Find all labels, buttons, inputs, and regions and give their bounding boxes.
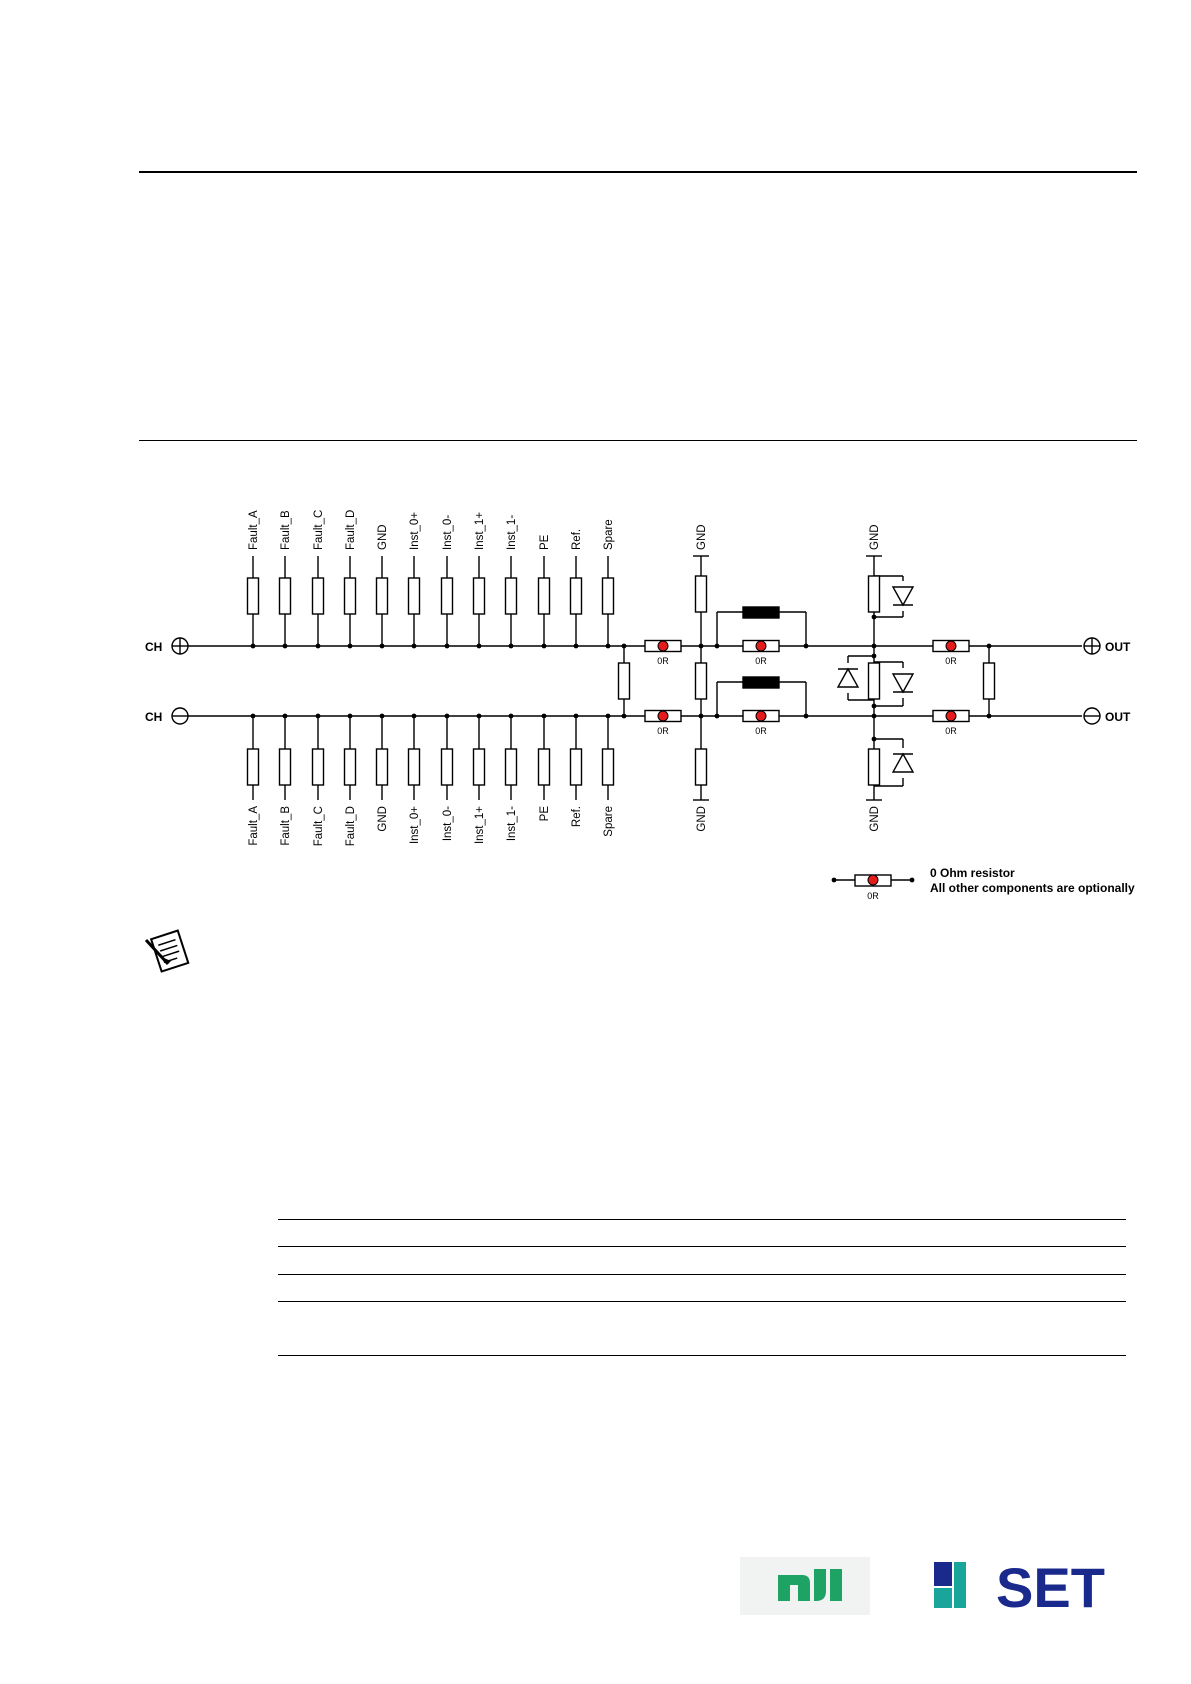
zero-ohm-marker — [658, 711, 668, 721]
zero-ohm-resistor — [743, 641, 779, 652]
note-icon — [142, 928, 198, 976]
junction-dot — [872, 737, 877, 742]
top-signal-label: PE — [539, 534, 551, 550]
ch-label-bottom: CH — [145, 710, 163, 724]
legend-symbol-label: 0R — [867, 891, 879, 901]
diode — [838, 669, 858, 687]
zero-ohm-marker — [756, 711, 766, 721]
bottom-signal-label: Inst_0- — [442, 806, 454, 842]
table-rule-4 — [278, 1301, 1126, 1302]
set-logo-text: SET — [996, 1562, 1105, 1612]
junction-dot — [477, 644, 482, 649]
table-rule-1 — [278, 1219, 1126, 1220]
zero-ohm-label: 0R — [755, 726, 767, 736]
junction-dot — [699, 644, 704, 649]
table-rule-5 — [278, 1355, 1126, 1356]
gnd-resistor-top — [869, 576, 880, 612]
bottom-signal-label: GND — [377, 806, 389, 832]
junction-dot — [251, 644, 256, 649]
gnd-label: GND — [869, 524, 881, 550]
ni-logo — [740, 1557, 870, 1615]
signal-resistor-bottom — [474, 749, 485, 785]
signal-resistor-bottom — [377, 749, 388, 785]
signal-resistor-bottom — [506, 749, 517, 785]
diode-body — [893, 674, 913, 692]
junction-dot — [872, 615, 877, 620]
junction-dot — [445, 714, 450, 719]
junction-dot — [622, 644, 627, 649]
top-signal-label: Ref. — [571, 528, 583, 550]
zero-ohm-resistor — [743, 711, 779, 722]
ch-label-top: CH — [145, 640, 163, 654]
top-signal-label: Fault_A — [248, 510, 260, 550]
out-plus-terminal — [1084, 638, 1100, 654]
junction-dot — [574, 644, 579, 649]
bottom-signal-label: Inst_0+ — [409, 806, 421, 845]
gnd-resistor-bottom — [869, 749, 880, 785]
junction-dot — [251, 714, 256, 719]
signal-resistor-top — [474, 578, 485, 614]
diode — [893, 587, 913, 605]
ch-minus-terminal — [172, 708, 188, 724]
junction-dot — [715, 644, 720, 649]
junction-dot — [832, 878, 837, 883]
signal-resistor-bottom — [345, 749, 356, 785]
signal-resistor-bottom — [442, 749, 453, 785]
junction-dot — [542, 644, 547, 649]
top-signal-label: Inst_1+ — [474, 511, 486, 550]
junction-dot — [715, 714, 720, 719]
top-signal-label: GND — [377, 524, 389, 550]
gnd-label: GND — [696, 524, 708, 550]
bottom-signal-label: Fault_A — [248, 806, 260, 846]
top-signal-label: Fault_B — [280, 510, 292, 550]
junction-dot — [606, 644, 611, 649]
junction-dot — [542, 714, 547, 719]
diode-body — [893, 587, 913, 605]
zero-ohm-marker — [946, 641, 956, 651]
inductor — [743, 677, 779, 688]
out-label-top: OUT — [1105, 640, 1131, 654]
zero-ohm-marker — [756, 641, 766, 651]
zero-ohm-resistor — [645, 711, 681, 722]
signal-resistor-top — [442, 578, 453, 614]
zero-ohm-marker — [868, 875, 878, 885]
junction-dot — [283, 714, 288, 719]
bottom-signal-label: Ref. — [571, 806, 583, 828]
cross-resistor — [619, 663, 630, 699]
diode-body — [893, 754, 913, 772]
junction-dot — [987, 644, 992, 649]
bottom-signal-label: Fault_C — [313, 806, 325, 847]
zero-ohm-marker — [658, 641, 668, 651]
signal-resistor-bottom — [248, 749, 259, 785]
zero-ohm-resistor — [645, 641, 681, 652]
set-logo — [934, 1562, 1114, 1612]
junction-dot — [699, 714, 704, 719]
signal-resistor-bottom — [539, 749, 550, 785]
ch-plus-terminal — [172, 638, 188, 654]
junction-dot — [622, 714, 627, 719]
signal-resistor-top — [248, 578, 259, 614]
zero-ohm-resistor — [933, 711, 969, 722]
legend-zero-ohm-symbol — [855, 875, 891, 886]
junction-dot — [412, 644, 417, 649]
junction-dot — [804, 644, 809, 649]
junction-dot — [509, 644, 514, 649]
junction-dot — [987, 714, 992, 719]
junction-dot — [348, 644, 353, 649]
mid-resistor — [696, 663, 707, 699]
table-rule-2 — [278, 1246, 1126, 1247]
junction-dot — [316, 644, 321, 649]
junction-dot — [872, 714, 877, 719]
bottom-signal-label: Inst_1- — [506, 806, 518, 842]
signal-resistor-top — [409, 578, 420, 614]
out-label-bottom: OUT — [1105, 710, 1131, 724]
zero-ohm-resistor — [933, 641, 969, 652]
gnd-label: GND — [869, 806, 881, 832]
zero-ohm-label: 0R — [755, 656, 767, 666]
bottom-signal-label: Inst_1+ — [474, 806, 486, 845]
signal-resistor-bottom — [571, 749, 582, 785]
output-resistor — [984, 663, 995, 699]
junction-dot — [509, 714, 514, 719]
signal-resistor-top — [377, 578, 388, 614]
junction-dot — [872, 644, 877, 649]
top-signal-label: Inst_0+ — [409, 511, 421, 550]
signal-resistor-top — [603, 578, 614, 614]
bottom-signal-label: Fault_B — [280, 806, 292, 846]
signal-resistor-top — [506, 578, 517, 614]
junction-dot — [316, 714, 321, 719]
junction-dot — [445, 644, 450, 649]
junction-dot — [872, 654, 877, 659]
bottom-signal-label: Spare — [603, 806, 615, 837]
inductor — [743, 607, 779, 618]
legend-title: 0 Ohm resistor — [930, 866, 1015, 880]
diode — [893, 754, 913, 772]
signal-resistor-top — [280, 578, 291, 614]
junction-dot — [283, 644, 288, 649]
junction-dot — [910, 878, 915, 883]
junction-dot — [606, 714, 611, 719]
diode — [893, 674, 913, 692]
diode-body — [838, 669, 858, 687]
junction-dot — [872, 704, 877, 709]
zero-ohm-label: 0R — [657, 656, 669, 666]
gnd-label: GND — [696, 806, 708, 832]
signal-resistor-bottom — [313, 749, 324, 785]
bottom-signal-label: Fault_D — [345, 806, 357, 847]
junction-dot — [380, 644, 385, 649]
table-rule-3 — [278, 1274, 1126, 1275]
junction-dot — [380, 714, 385, 719]
gnd-resistor-bottom — [696, 749, 707, 785]
top-signal-label: Inst_0- — [442, 514, 454, 550]
signal-resistor-bottom — [409, 749, 420, 785]
top-signal-label: Fault_C — [313, 509, 325, 550]
junction-dot — [477, 714, 482, 719]
junction-dot — [804, 714, 809, 719]
top-signal-label: Inst_1- — [506, 514, 518, 550]
mid-resistor — [869, 663, 880, 699]
top-signal-label: Fault_D — [345, 509, 357, 550]
junction-dot — [574, 714, 579, 719]
signal-resistor-bottom — [603, 749, 614, 785]
junction-dot — [412, 714, 417, 719]
signal-resistor-top — [571, 578, 582, 614]
zero-ohm-label: 0R — [945, 726, 957, 736]
gnd-resistor-top — [696, 576, 707, 612]
signal-resistor-top — [345, 578, 356, 614]
zero-ohm-marker — [946, 711, 956, 721]
signal-resistor-top — [313, 578, 324, 614]
out-minus-terminal — [1084, 708, 1100, 724]
signal-resistor-top — [539, 578, 550, 614]
signal-resistor-bottom — [280, 749, 291, 785]
junction-dot — [348, 714, 353, 719]
zero-ohm-label: 0R — [945, 656, 957, 666]
zero-ohm-label: 0R — [657, 726, 669, 736]
bottom-signal-label: PE — [539, 806, 551, 822]
legend-subtitle: All other components are optionally — [930, 881, 1135, 895]
top-signal-label: Spare — [603, 519, 615, 550]
